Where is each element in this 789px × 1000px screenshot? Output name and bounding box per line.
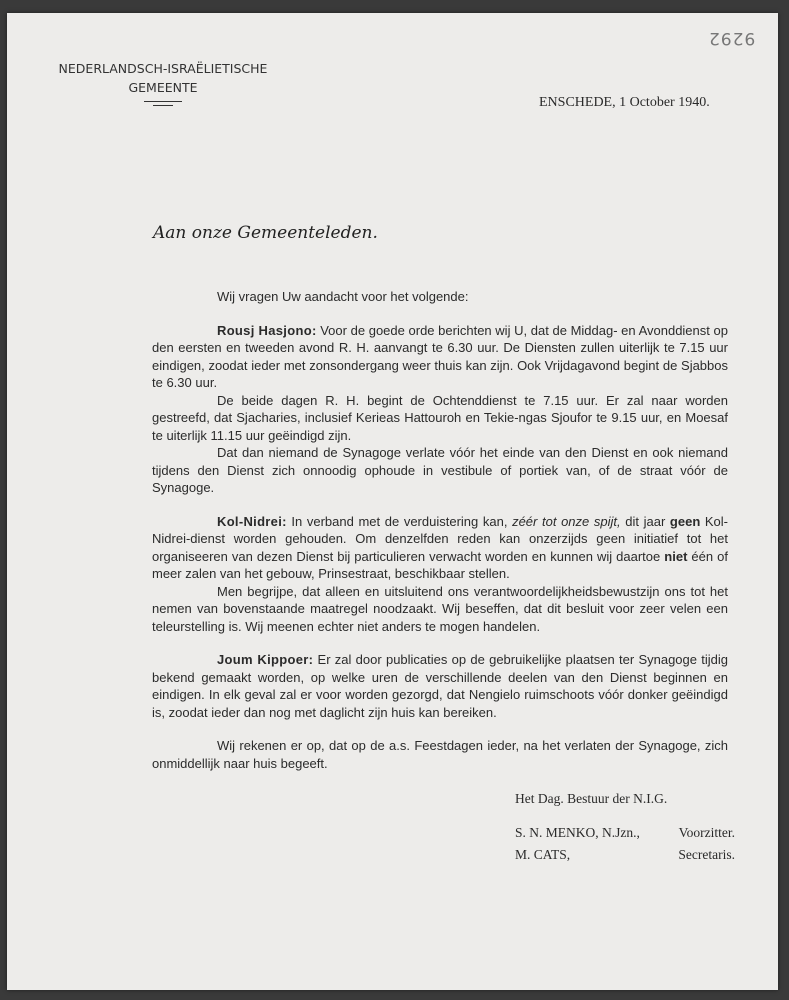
intro-paragraph: Wij vragen Uw aandacht voor het volgende: <box>217 289 469 304</box>
signatory-row <box>515 844 735 866</box>
letter-body <box>152 288 728 772</box>
paragraph: Men begrijpe, dat alleen en uitsluitend ons verantwoordelijkheidsbewustzijn ons tot het nemen van bovenstaande maatregel noodzaakt. Wij beseffen, dat dit besluit voor zeer velen een teleurstelling is. Wij meenen echter niet anders te mogen handelen. <box>152 583 728 634</box>
letterhead-rule <box>144 101 182 102</box>
bold-text: geen <box>669 513 701 529</box>
paragraph: De beide dagen R. H. begint de Ochtenddienst te 7.15 uur. Er zal naar worden gestreefd, dat Sjacharies, inclusief Kerieas Hattouroh en Tekie-ngas Sjoufor te 9.15 uur, en Moesaf te uiterlijk 11.15 uur geëindigd zijn. <box>152 392 728 443</box>
closing-paragraph: Wij rekenen er op, dat op de a.s. Feestdagen ieder, na het verlaten der Synagoge, zich onmiddellijk naar huis begeeft. <box>152 738 728 771</box>
section-rousj-hasjono <box>152 322 728 392</box>
paragraph: Dat dan niemand de Synagoge verlate vóór het einde van den Dienst en ook niemand tijdens den Dienst zich onnoodig ophoude in vestibule of portiek van, of de straat vóór de Synagoge. <box>152 445 728 495</box>
signatory-name: M. CATS, <box>515 847 571 862</box>
signatory-role: Voorzitter. <box>678 825 735 840</box>
letter-date: ENSCHEDE, 1 October 1940. <box>539 95 710 110</box>
section-heading: Joum Kippoer: <box>217 652 314 667</box>
signature-body: Het Dag. Bestuur der N.I.G. <box>515 791 668 806</box>
section-heading: Rousj Hasjono: <box>217 322 317 338</box>
section-text: één of meer zalen van het gebouw, Prinsestraat, beschikbaar stellen. <box>152 548 728 581</box>
section-text: dit jaar <box>620 513 670 529</box>
bold-text: niet <box>664 548 688 564</box>
signatory-name: S. N. MENKO, N.Jzn., <box>515 825 640 840</box>
letterhead-rule-short <box>153 105 173 106</box>
letterhead-line1: NEDERLANDSCH-ISRAËLIETISCHE <box>58 61 268 76</box>
section-text: Kol-Nidrei-dienst worden gehouden. Om denzelfden reden kan onzerzijds geen initiatief tot het organiseeren van dezen Dienst bij particulieren verwacht worden en kunnen wij daartoe <box>152 513 729 564</box>
emphasis-text: zéér tot onze spijt, <box>512 513 621 529</box>
signatory-row <box>515 822 735 844</box>
signature-block <box>515 788 735 866</box>
section-text: Er zal door publicaties op de gebruikelijke plaatsen ter Synagoge tijdig bekend gemaakt worden, op welke uren de verschillende deelen van den Dienst beginnen en eindigen. In elk geval zal er voor worden gezorgd, dat Nengielo ruimschoots vóór donker geëindigd is, zoodat ieder dan nog met daglicht zijn huis kan bereiken. <box>152 652 728 720</box>
letter-page <box>7 13 778 990</box>
signatory-role: Secretaris. <box>678 847 735 862</box>
section-heading: Kol-Nidrei: <box>217 513 287 529</box>
section-kol-nidrei <box>152 513 728 583</box>
section-text: Voor de goede orde berichten wij U, dat de Middag- en Avonddienst op den eersten en tweeden avond R. H. aanvangt te 6.30 uur. De Diensten zullen uiterlijk te 7.15 uur eindigen, zoodat ieder met zonsondergang weer thuis kan zijn. Ook Vrijdagavond begint de Sjabbos te 6.30 uur. <box>152 322 728 390</box>
archive-number: 9292 <box>708 28 756 48</box>
section-joum-kippoer <box>152 651 728 721</box>
letterhead-line2: GEMEENTE <box>128 80 198 95</box>
section-text: In verband met de verduistering kan, <box>286 513 513 529</box>
letterhead <box>53 59 273 106</box>
salutation: Aan onze Gemeenteleden. <box>153 223 378 243</box>
